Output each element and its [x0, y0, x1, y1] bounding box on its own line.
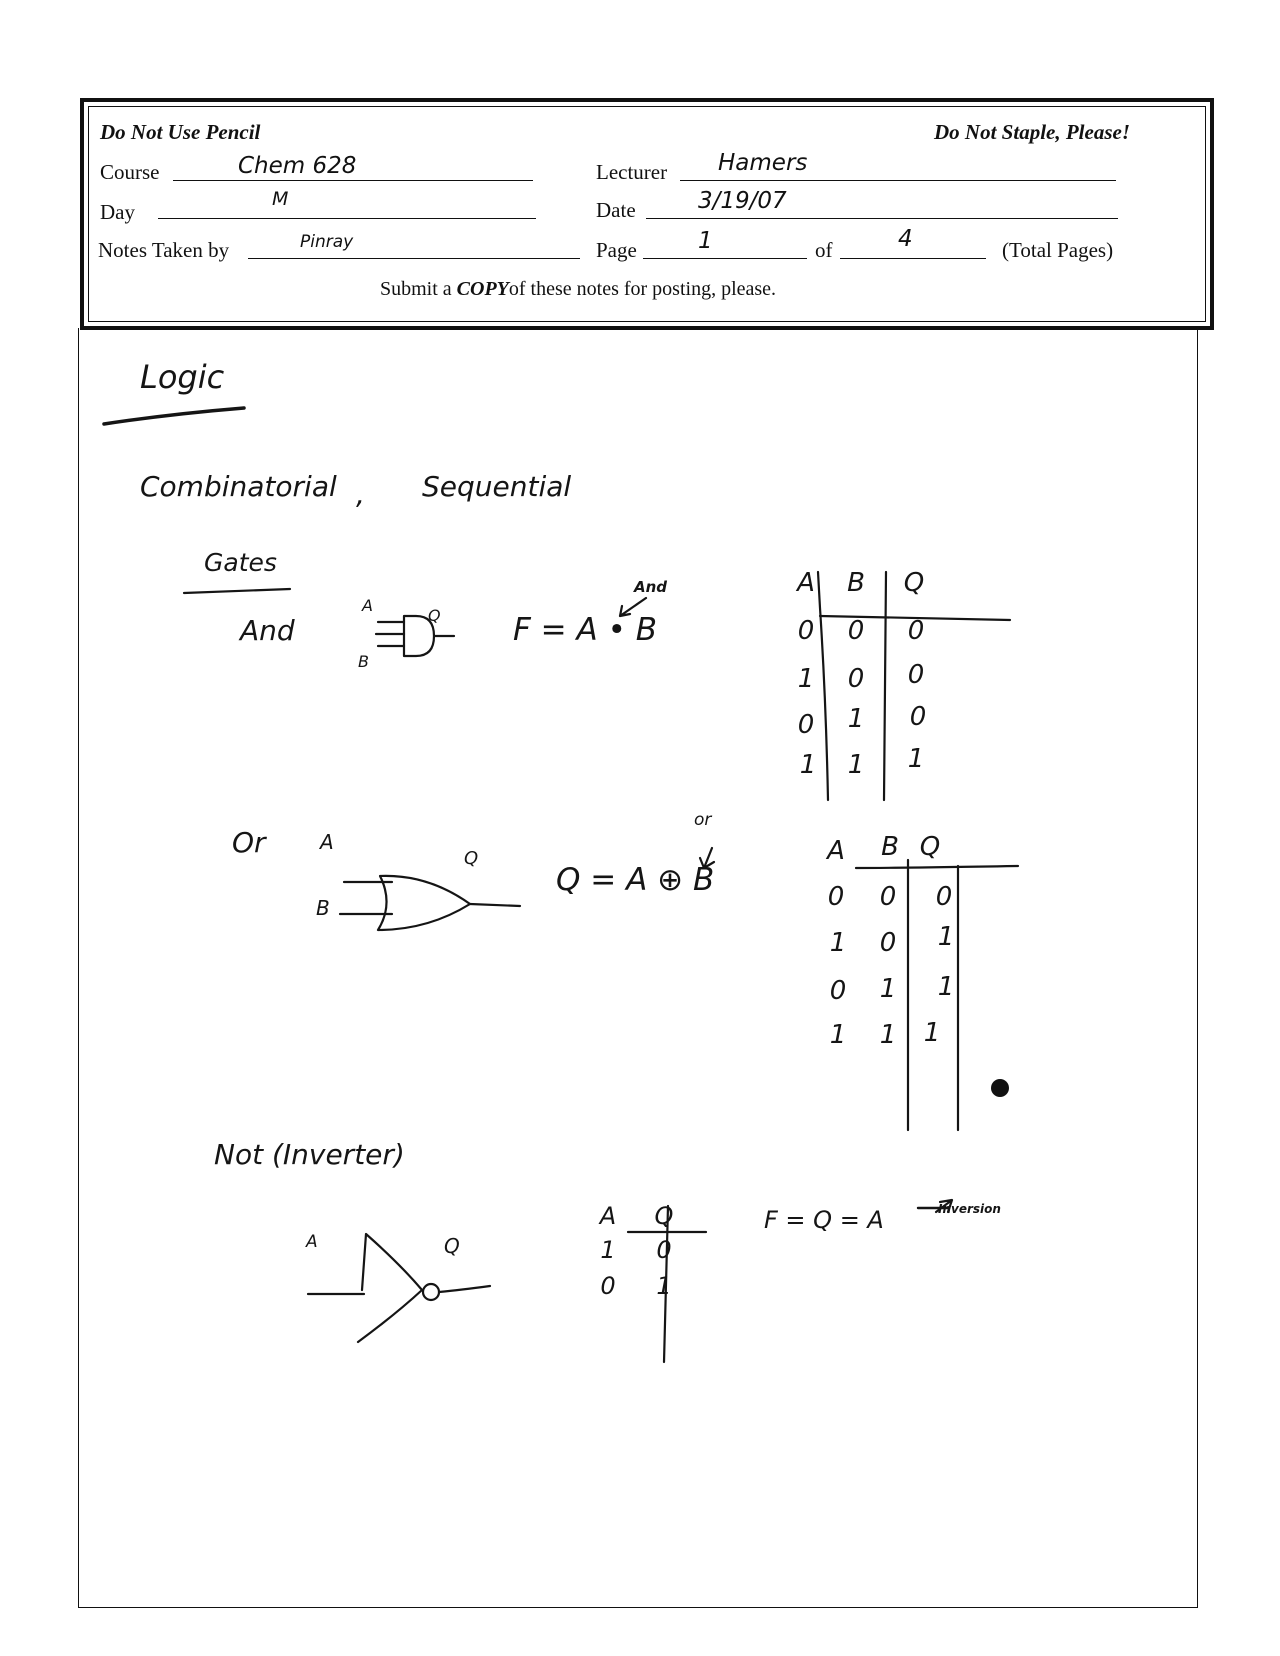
not-gate-symbol: [306, 1234, 490, 1342]
or-input-b: B: [316, 896, 330, 920]
gates-underline: [184, 589, 290, 593]
and-input-a: A: [362, 596, 373, 615]
date-value[interactable]: 3/19/07: [698, 188, 787, 214]
date-label: Date: [596, 198, 636, 222]
and-output: Q: [428, 606, 441, 625]
or-equation: Q = A ⊕ B: [556, 862, 715, 898]
or-table-cell: 1: [829, 928, 847, 958]
or-gate-symbol: [340, 876, 520, 930]
and-table-header: Q: [903, 568, 925, 598]
or-table-cell: 0: [935, 882, 953, 912]
not-input: A: [306, 1232, 318, 1252]
and-table-header: A: [797, 568, 815, 598]
and-equation: F = A • B: [513, 612, 657, 648]
and-table-cell: 1: [847, 750, 865, 780]
lecturer-value[interactable]: Hamers: [718, 150, 808, 176]
and-gate-symbol: [376, 616, 454, 656]
and-table-cell: 1: [797, 664, 815, 694]
total-pages-label: (Total Pages): [1002, 238, 1114, 262]
or-gate-label: Or: [232, 826, 266, 859]
notes-by-label: Notes Taken by: [98, 238, 230, 262]
or-table-cell: 1: [923, 1018, 941, 1048]
and-table-cell: 1: [847, 704, 865, 734]
and-arrow: [620, 598, 646, 616]
or-table-cell: 0: [829, 976, 847, 1006]
and-table-header: B: [847, 568, 865, 598]
not-gate-label: Not (Inverter): [214, 1138, 405, 1171]
and-table-cell: 1: [799, 750, 817, 780]
not-table-lines: [628, 1206, 748, 1362]
not-table-cell: 0: [656, 1236, 672, 1264]
not-equation: F = Q = A: [764, 1206, 884, 1234]
inversion-arrow: [936, 1200, 952, 1212]
or-table-cell: 1: [879, 1020, 897, 1050]
course-label: Course: [100, 160, 160, 184]
or-table-cell: 0: [879, 928, 897, 958]
no-pencil-warning: Do Not Use Pencil: [100, 120, 261, 144]
and-table-cell: 0: [797, 616, 815, 646]
and-table-cell: 1: [907, 744, 925, 774]
or-table-cell: 1: [937, 922, 955, 952]
or-table-header: A: [827, 836, 845, 866]
and-table-cell: 0: [797, 710, 815, 740]
logic-underline: [104, 408, 244, 424]
not-output: Q: [444, 1234, 460, 1258]
or-table-cell: 0: [879, 882, 897, 912]
and-annotation: And: [634, 578, 668, 596]
not-table-cell: 1: [656, 1272, 672, 1300]
inversion-annotation: Inversion: [938, 1202, 1001, 1216]
notes-heading: Logic: [140, 358, 225, 396]
of-label: of: [815, 238, 833, 262]
no-staple-warning: Do Not Staple, Please!: [934, 120, 1130, 144]
or-table-header: Q: [919, 832, 941, 862]
and-table-cell: 0: [907, 660, 925, 690]
or-arrow: [700, 848, 714, 868]
and-table-cell: 0: [907, 616, 925, 646]
of-value[interactable]: 4: [898, 226, 913, 252]
notes-by-value[interactable]: Pinray: [300, 232, 354, 252]
combinatorial-label: Combinatorial: [140, 470, 337, 503]
lecturer-label: Lecturer: [596, 160, 668, 184]
day-label: Day: [100, 200, 135, 224]
not-table-header: A: [599, 1202, 617, 1230]
page-value[interactable]: 1: [698, 228, 713, 254]
sequential-label: Sequential: [422, 470, 572, 503]
not-table-cell: 1: [600, 1236, 616, 1264]
not-table-header: Q: [654, 1202, 674, 1230]
and-table-cell: 0: [909, 702, 927, 732]
or-table-cell: 1: [937, 972, 955, 1002]
and-table-cell: 0: [847, 616, 865, 646]
day-value[interactable]: M: [272, 188, 289, 210]
and-table-lines: [818, 572, 1010, 800]
and-table-cell: 0: [847, 664, 865, 694]
and-gate-label: And: [240, 614, 295, 647]
or-table-cell: 1: [879, 974, 897, 1004]
submit-prefix: Submit a: [380, 278, 452, 300]
or-annotation: or: [694, 810, 712, 830]
gates-heading: Gates: [204, 548, 277, 577]
or-table-cell: 0: [827, 882, 845, 912]
or-table-header: B: [881, 832, 899, 862]
submit-suffix: of these notes for posting, please.: [508, 278, 777, 300]
submit-copy: COPY: [456, 278, 509, 300]
not-table-cell: 0: [600, 1272, 616, 1300]
page-label: Page: [596, 238, 637, 262]
separator-comma: ,: [356, 478, 365, 511]
ink-blot: [991, 1079, 1009, 1097]
course-value[interactable]: Chem 628: [238, 153, 357, 179]
or-input-a: A: [320, 830, 334, 854]
or-output: Q: [464, 848, 479, 869]
and-input-b: B: [358, 652, 369, 671]
or-table-cell: 1: [829, 1020, 847, 1050]
